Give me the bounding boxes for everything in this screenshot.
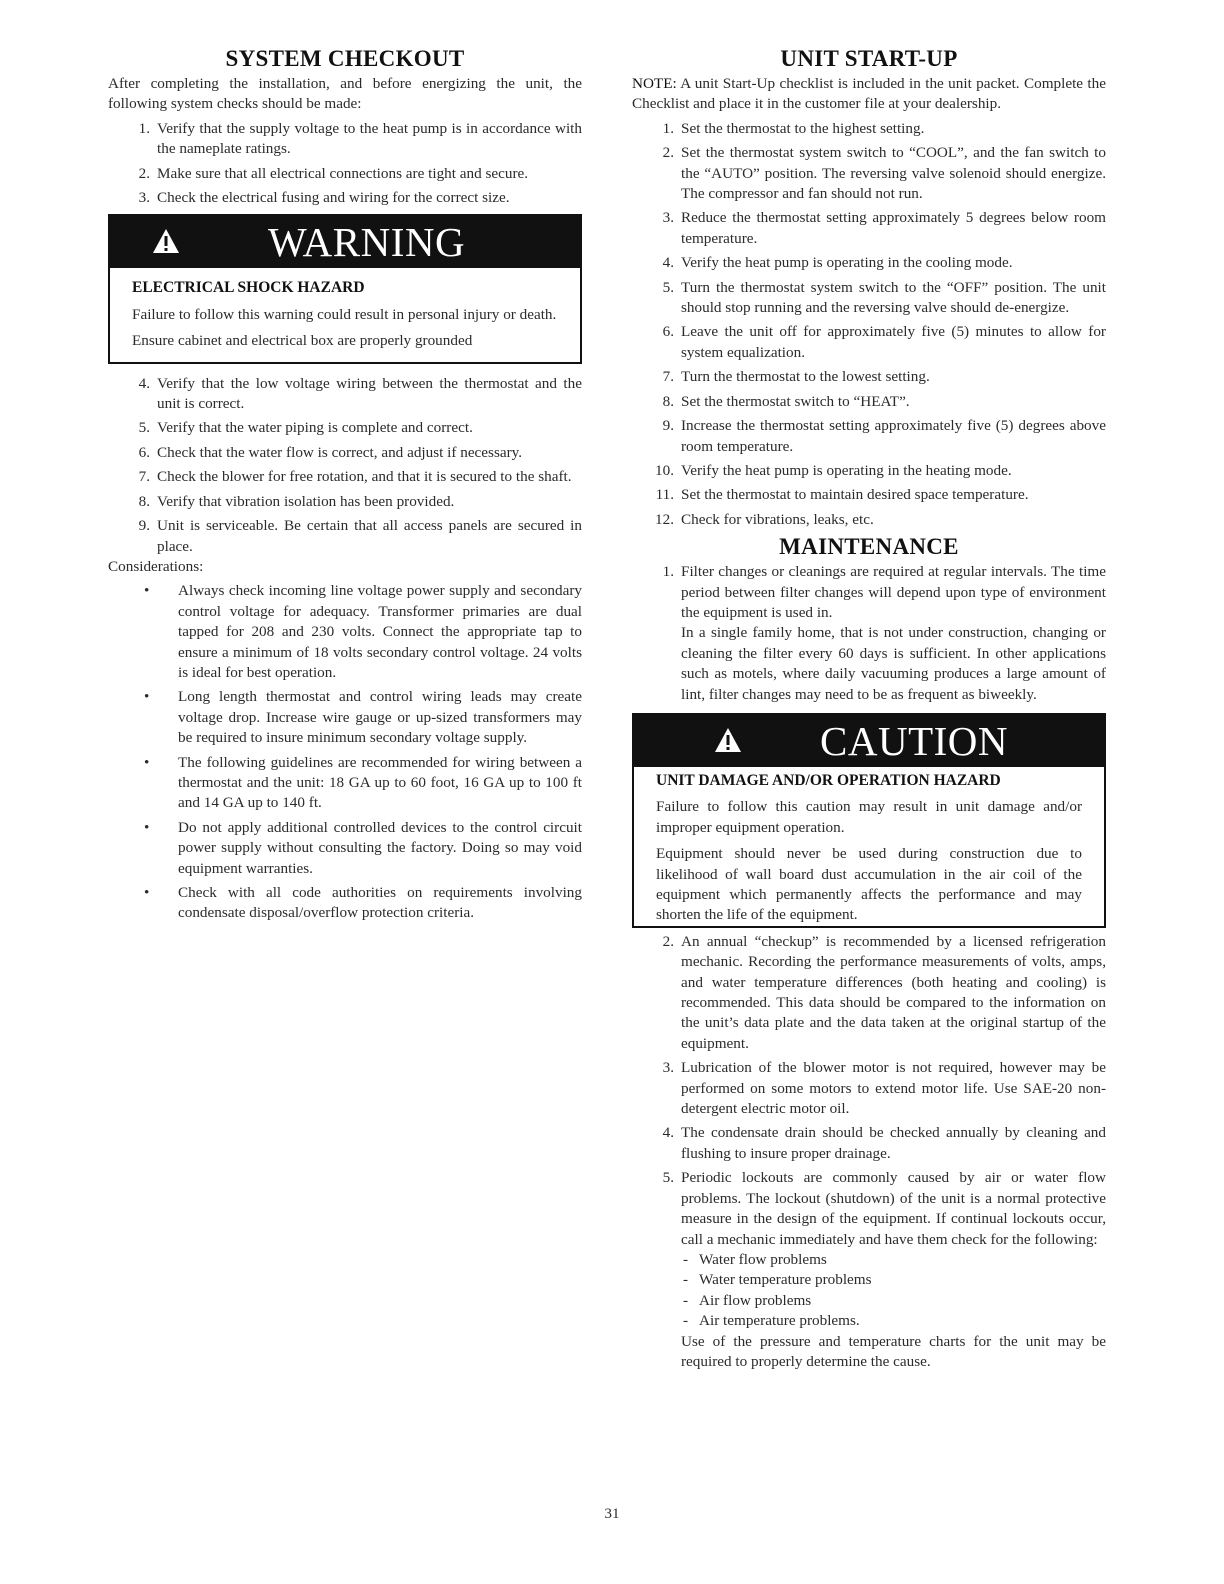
caution-banner [634,715,1104,767]
section-title-unit-start-up: UNIT START-UP [780,46,958,71]
list-item: • Do not apply additional controlled devices to the control circuit power supply without consulting the factory. Doing so may void equipment warranties. [144,818,582,877]
caution-word: CAUTION [820,717,1008,764]
bullet-icon: • [144,582,150,600]
list-item: - Water flow problems [683,1250,827,1268]
list-item: 11. Set the thermostat to maintain desired space temperature. [655,486,1029,504]
warning-hazard-title: ELECTRICAL SHOCK HAZARD [132,279,365,297]
list-item: 2. An annual “checkup” is recommended by a licensed refrigeration mechanic. Recording the performance measurements of volts, amps, and water temperature differences (both heating and cooling) is recommended. This data should be compared to the information on the unit’s data plate and the data taken at the original startup of the equipment. [662,932,1106,1052]
list-item: • Check with all code authorities on requirements involving condensate disposal/overflow protection criteria. [144,884,582,922]
list-item: 4. The condensate drain should be checked annually by cleaning and flushing to insure proper drainage. [662,1124,1106,1162]
list-item: • The following guidelines are recommended for wiring between a thermostat and the unit: 18 GA up to 60 foot, 16 GA up to 100 ft and 14 GA up to 140 ft. [144,753,582,812]
caution-hazard-title: UNIT DAMAGE AND/OR OPERATION HAZARD [656,771,1001,789]
note-text: A unit Start-Up checklist is included in the unit packet. Complete the Checklist and place it in the customer file at your dealership. [632,75,1106,113]
list-item: 3. Check the electrical fusing and wiring for the correct size. [138,189,510,207]
checkout-steps-a [108,119,582,209]
list-item: 7. Turn the thermostat to the lowest setting. [662,368,930,386]
caution-box [632,713,1106,928]
lockout-check-list [681,1250,1106,1332]
list-item: 10. Verify the heat pump is operating in the heating mode. [655,461,1012,479]
right-column [632,44,1106,1372]
caution-text-1: Failure to follow this caution may result in unit damage and/or improper equipment operation. [656,798,1082,836]
considerations-label: Considerations: [108,557,204,575]
section-title-system-checkout: SYSTEM CHECKOUT [225,46,465,71]
list-item: 1. Set the thermostat to the highest setting. [662,119,925,137]
warning-word: WARNING [268,219,466,266]
list-item: - Water temperature problems [683,1271,872,1289]
list-item: 6. Leave the unit off for approximately five (5) minutes to allow for system equalization. [662,323,1106,361]
list-item: 2. Make sure that all electrical connections are tight and secure. [138,164,529,182]
list-item: 5. Periodic lockouts are commonly caused by air or water flow problems. The lockout (shutdown) of the unit is a normal protective measure in the design of the equipment. If continual lockouts occur, call a mechanic immediately and have them check for the following: [662,1169,1106,1248]
list-item: 1. Filter changes or cleanings are required at regular intervals. The time period between filter changes will depend upon type of environment the equipment is used in. [662,563,1106,621]
warning-text-1: Failure to follow this warning could result in personal injury or death. [132,305,557,323]
warning-triangle-icon [714,726,742,754]
list-item: 5. Turn the thermostat system switch to the “OFF” position. The unit should stop running and the reversing valve should de-energize. [662,278,1106,317]
page-number: 31 [604,1505,620,1522]
list-item: 4. Verify that the low voltage wiring between the thermostat and the unit is correct. [138,374,582,413]
list-item: - Air temperature problems. [683,1312,860,1330]
bullet-icon: • [144,884,150,901]
section-title-maintenance: MAINTENANCE [779,534,959,560]
list-item: 5. Verify that the water piping is complete and correct. [138,419,473,437]
list-item: - Air flow problems [683,1291,812,1309]
left-column [108,44,582,924]
list-item: 3. Reduce the thermostat setting approximately 5 degrees below room temperature. [662,209,1106,247]
bullet-icon: • [144,818,150,836]
bullet-icon: • [144,688,150,706]
list-item: • Always check incoming line voltage power supply and secondary control voltage for adequacy. Transformer primaries are dual tapped for 208 and 230 volts. Connect the appropriate tap to ensure a minimum of 18 volts secondary control voltage. 24 volts is ideal for best operation. [144,582,582,681]
warning-text-2: Ensure cabinet and electrical box are properly grounded [132,332,473,350]
list-item: 9. Increase the thermostat setting approximately five (5) degrees above room temperature. [662,417,1106,455]
warning-banner [110,216,580,268]
caution-text-2: Equipment should never be used during construction due to likelihood of wall board dust accumulation in the air coil of the equipment which permanently affects the performance and may shorten the life of the equipment. [656,845,1082,924]
considerations-list [108,581,582,924]
system-checkout-intro: After completing the installation, and before energizing the unit, the following system checks should be made: [108,75,582,113]
maintenance-step-1-continued: In a single family home, that is not under construction, changing or cleaning the filter every 60 days is sufficient. In other applications such as motels, where daily vacuuming produces a large amount of lint, filter changes may need to be as frequent as biweekly. [681,624,1106,703]
warning-triangle-icon [152,227,180,255]
lockout-closing: Use of the pressure and temperature charts for the unit may be required to properly determine the cause. [681,1332,1106,1370]
list-item: 7. Check the blower for free rotation, and that it is secured to the shaft. [138,468,572,486]
list-item: 6. Check that the water flow is correct, and adjust if necessary. [138,443,523,461]
checkout-steps-b [108,374,582,557]
maintenance-steps-2-4 [632,932,1106,1250]
bullet-icon: • [144,753,150,771]
note-label: NOTE: [632,75,677,92]
list-item: 2. Set the thermostat system switch to “COOL”, and the fan switch to the “AUTO” position. The reversing valve solenoid should energize. The compressor and fan should not run. [662,144,1106,203]
list-item: 4. Verify the heat pump is operating in the cooling mode. [662,254,1013,272]
list-item: 12. Check for vibrations, leaks, etc. [655,510,874,528]
start-up-steps [632,119,1106,530]
list-item: 9. Unit is serviceable. Be certain that all access panels are secured in place. [138,517,582,555]
list-item: 8. Verify that vibration isolation has been provided. [138,492,455,510]
warning-box [108,214,582,363]
list-item: • Long length thermostat and control wiring leads may create voltage drop. Increase wire gauge or up-sized transformers may be required to insure minimum secondary voltage supply. [144,688,582,747]
list-item: 1. Verify that the supply voltage to the heat pump is in accordance with the nameplate ratings. [138,119,582,158]
list-item: 3. Lubrication of the blower motor is not required, however may be performed on some motors to extend motor life. Use SAE-20 non-detergent electric motor oil. [662,1059,1106,1118]
lockout-checks [632,1250,1106,1372]
list-item: 8. Set the thermostat switch to “HEAT”. [662,392,910,410]
maintenance-step-1 [632,562,1106,623]
start-up-note [632,74,1106,115]
